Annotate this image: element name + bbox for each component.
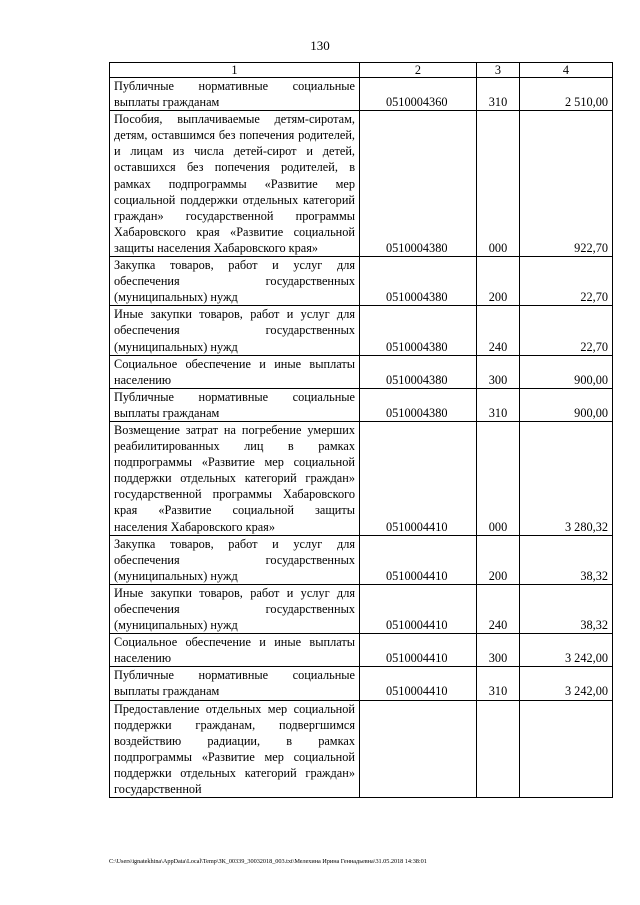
table-row (110, 584, 613, 633)
row-sum-cell: 900,00 (520, 355, 613, 388)
row-code-cell: 0510004380 (360, 388, 477, 421)
row-name-cell: Возмещение затрат на погребение умерших реабилитированных лиц в рамках подпрограммы «Развитие мер социальной поддержки отдельных категорий граждан» государственной программы Хабаровского края «Развитие социальной защиты населения Хабаровского края» (110, 421, 360, 535)
row-type-cell: 300 (477, 355, 520, 388)
table-row (110, 257, 613, 306)
row-code-cell (360, 700, 477, 798)
row-name-cell: Социальное обеспечение и иные выплаты населению (110, 634, 360, 667)
row-code-cell: 0510004410 (360, 535, 477, 584)
budget-table (109, 62, 613, 798)
row-sum-cell: 3 242,00 (520, 634, 613, 667)
row-code-cell: 0510004360 (360, 78, 477, 111)
table-row (110, 421, 613, 535)
row-code-cell: 0510004380 (360, 257, 477, 306)
row-type-cell: 300 (477, 634, 520, 667)
footer-file-path: C:\Users\ignatekhina\AppData\Local\Temp\ЗК_00339_30032018_003.txt\Мелехина Ирина Геннадьевна\31.05.2018 14:38:01 (109, 858, 427, 865)
header-cell-type: 3 (477, 63, 520, 78)
row-name-cell: Социальное обеспечение и иные выплаты населению (110, 355, 360, 388)
row-code-cell: 0510004410 (360, 667, 477, 700)
row-type-cell: 310 (477, 78, 520, 111)
row-type-cell: 310 (477, 667, 520, 700)
row-type-cell: 240 (477, 584, 520, 633)
row-name-cell: Иные закупки товаров, работ и услуг для обеспечения государственных (муниципальных) нужд (110, 306, 360, 355)
page-number: 130 (310, 38, 330, 53)
row-type-cell: 310 (477, 388, 520, 421)
row-name-cell: Пособия, выплачиваемые детям-сиротам, детям, оставшимся без попечения родителей, и лицам из числа детей-сирот и детей, оставшихся без попечения родителей, в рамках подпрограммы «Развитие мер социальной поддержки отдельных категорий граждан» государственной программы Хабаровского края «Развитие социальной защиты населения Хабаровского края» (110, 111, 360, 257)
row-type-cell: 200 (477, 257, 520, 306)
row-sum-cell: 22,70 (520, 306, 613, 355)
row-sum-cell: 3 280,32 (520, 421, 613, 535)
row-sum-cell: 922,70 (520, 111, 613, 257)
row-name-cell: Публичные нормативные социальные выплаты гражданам (110, 78, 360, 111)
table-row (110, 388, 613, 421)
row-code-cell: 0510004380 (360, 306, 477, 355)
table-header-row (110, 63, 613, 78)
row-code-cell: 0510004380 (360, 111, 477, 257)
row-type-cell: 240 (477, 306, 520, 355)
row-code-cell: 0510004410 (360, 634, 477, 667)
row-sum-cell: 38,32 (520, 535, 613, 584)
row-name-cell: Закупка товаров, работ и услуг для обеспечения государственных (муниципальных) нужд (110, 535, 360, 584)
row-name-cell: Публичные нормативные социальные выплаты гражданам (110, 388, 360, 421)
row-sum-cell (520, 700, 613, 798)
row-name-cell: Закупка товаров, работ и услуг для обеспечения государственных (муниципальных) нужд (110, 257, 360, 306)
row-type-cell: 000 (477, 111, 520, 257)
table-row (110, 667, 613, 700)
table-row (110, 535, 613, 584)
header-cell-sum: 4 (520, 63, 613, 78)
row-sum-cell: 22,70 (520, 257, 613, 306)
row-sum-cell: 3 242,00 (520, 667, 613, 700)
row-type-cell: 000 (477, 421, 520, 535)
header-cell-name: 1 (110, 63, 360, 78)
row-name-cell: Иные закупки товаров, работ и услуг для обеспечения государственных (муниципальных) нужд (110, 584, 360, 633)
header-cell-code: 2 (360, 63, 477, 78)
row-type-cell: 200 (477, 535, 520, 584)
row-name-cell: Публичные нормативные социальные выплаты гражданам (110, 667, 360, 700)
row-sum-cell: 900,00 (520, 388, 613, 421)
table-row (110, 306, 613, 355)
row-sum-cell: 2 510,00 (520, 78, 613, 111)
table-row (110, 634, 613, 667)
row-sum-cell: 38,32 (520, 584, 613, 633)
row-code-cell: 0510004380 (360, 355, 477, 388)
table-row (110, 700, 613, 798)
row-code-cell: 0510004410 (360, 421, 477, 535)
table-row (110, 355, 613, 388)
row-name-cell: Предоставление отдельных мер социальной поддержки гражданам, подвергшимся воздействию радиации, в рамках подпрограммы «Развитие мер социальной поддержки отдельных категорий граждан» государственной (110, 700, 360, 798)
row-type-cell (477, 700, 520, 798)
table-row (110, 111, 613, 257)
row-code-cell: 0510004410 (360, 584, 477, 633)
table-row (110, 78, 613, 111)
